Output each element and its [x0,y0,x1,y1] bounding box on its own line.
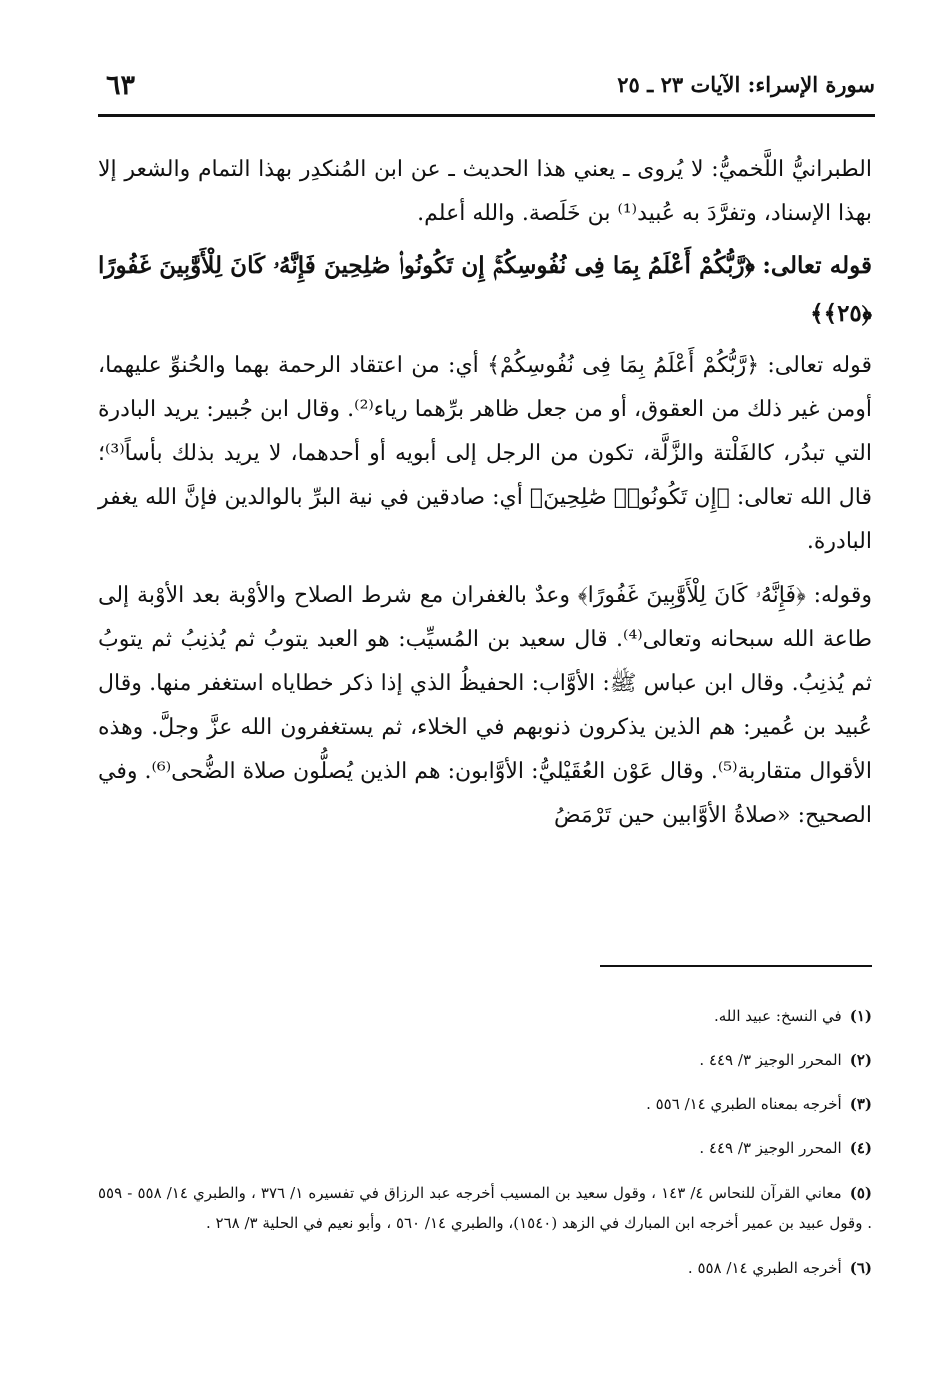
footnote-number: (٤) [849,1139,872,1157]
main-text [98,148,872,838]
footnote-text: أخرجه الطبري ١٤/ ٥٥٨ . [687,1259,842,1277]
footnote-text: المحرر الوجيز ٣/ ٤٤٩ . [699,1139,842,1157]
header-title: سورة الإسراء: الآيات ٢٣ ـ ٢٥ [617,72,875,97]
page-number: ٦٣ [106,70,136,101]
verse-heading [98,242,872,338]
footnote-rule [600,965,872,967]
paragraph-2: قوله تعالى: ﴿رَّبُّكُمْ أَعْلَمُ بِمَا فِى نُفُوسِكُمْ﴾ أي: من اعتقاد الرحمة بهما والحُنوِّ عليهما، أومن غير ذلك من العقوق، أو من جعل ظاهر برِّهما رياء⁽²⁾. وقال ابن جُبير: يريد البادرة التي تبدُر، كالفَلْتة والزَّلَّة، تكون من الرجل إلى أبويه أو أحدهما، لا يريد بذلك بأساً⁽³⁾؛ قال الله تعالى: ﴿إِن تَكُونُوا۟ صَٰلِحِينَ﴾ أي: صادقين في نية البرِّ بالوالدين فإنَّ الله يغفر البادرة. [98,353,872,554]
footnote-number: (٢) [849,1051,872,1069]
footnote-text: معاني القرآن للنحاس ٤/ ١٤٣ ، وقول سعيد بن المسيب أخرجه عبد الرزاق في تفسيره ١/ ٣٧٦ ، والطبري ١٤/ ٥٥٨ - ٥٥٩ . وقول عبيد بن عمير أخرجه ابن المبارك في الزهد (١٥٤٠)، والطبري ١٤/ ٥٦٠ ، وأبو نعيم في الحلية ٣/ ٢٦٨ . [98,1184,872,1232]
footnote-number: (٣) [849,1095,872,1113]
paragraph-1: الطبرانيُّ اللَّخميُّ: لا يُروى ـ يعني هذا الحديث ـ عن ابن المُنكدِر بهذا التمام والشعر إلا بهذا الإسناد، وتفرَّدَ به عُبيد⁽¹⁾ بن خَلَصة. والله أعلم. [98,157,872,226]
verse-heading-label: قوله تعالى: [762,252,872,279]
footnote-text: أخرجه بمعناه الطبري ١٤/ ٥٥٦ . [646,1095,842,1113]
footnote-5 [98,1178,872,1238]
paragraph-3: وقوله: ﴿فَإِنَّهُۥ كَانَ لِلْأَوَّٰبِينَ غَفُورًا﴾ وعدٌ بالغفران مع شرط الصلاح والأوْبة بعد الأوْبة إلى طاعة الله سبحانه وتعالى⁽⁴⁾. قال سعيد بن المُسيِّب: هو العبد يتوبُ ثم يُذنِبُ ثم يتوبُ ثم يُذنِبُ. وقال ابن عباس ﷺ: الأوَّاب: الحفيظُ الذي إذا ذكر خطاياه استغفر منها. وقال عُبيد بن عُمير: هم الذين يذكرون ذنوبهم في الخلاء، ثم يستغفرون الله عزَّ وجلَّ. وهذه الأقوال متقاربة⁽⁵⁾. وقال عَوْن العُقَيْليُّ: الأوَّابون: هم الذين يُصلُّون صلاة الضُّحى⁽⁶⁾. وفي الصحيح: «صلاةُ الأوَّابين حين تَرْمَضُ [98,583,872,828]
running-header [98,62,875,112]
verse-heading-text: ﴿رَّبُّكُمْ أَعْلَمُ بِمَا فِى نُفُوسِكُمْۚ إِن تَكُونُوا۟ صَٰلِحِينَ فَإِنَّهُۥ كَانَ لِلْأَوَّٰبِينَ غَفُورًا ﴿٢٥﴾﴾ [98,252,872,327]
footnote-1 [98,1002,872,1030]
footnotes [98,1002,872,1298]
footnote-text: المحرر الوجيز ٣/ ٤٤٩ . [699,1051,842,1069]
footnote-number: (١) [849,1007,872,1025]
footnote-6 [98,1254,872,1282]
header-rule [98,114,875,117]
footnote-number: (٥) [849,1184,872,1202]
footnote-text: في النسخ: عبيد الله. [713,1007,842,1025]
footnote-number: (٦) [849,1259,872,1277]
footnote-2 [98,1046,872,1074]
footnote-3 [98,1090,872,1118]
footnote-4 [98,1134,872,1162]
